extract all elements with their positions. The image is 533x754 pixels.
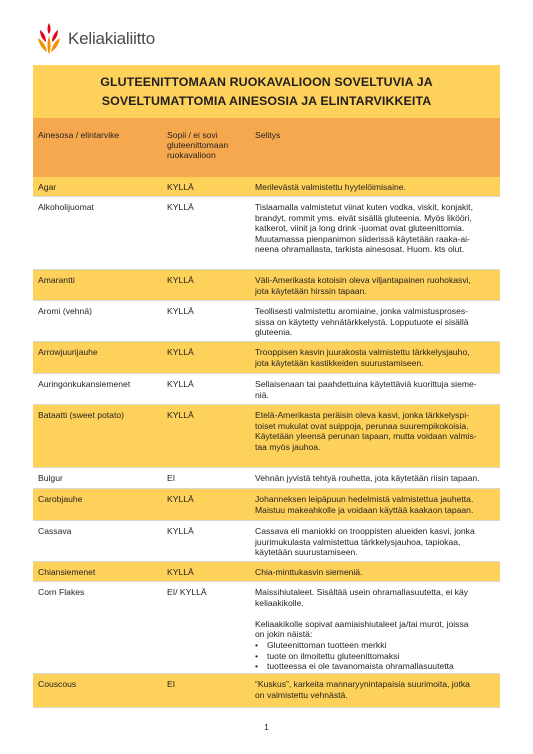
wheat-icon — [34, 22, 64, 56]
explanation-text — [255, 275, 495, 296]
ingredient-name: Agar — [38, 182, 57, 192]
explanation-line: keliaakikolle. — [255, 597, 304, 608]
explanation-text — [255, 526, 495, 558]
explanation-line: käytetään suurustamiseen. — [255, 547, 358, 558]
explanation-line: Vehnän jyvistä tehtyä rouhetta, jota käytetään riisin tapaan. — [255, 473, 480, 483]
explanation-line: Trooppisen kasvin juurakosta valmistettu tärkkelysjauho, — [255, 347, 470, 357]
explanation-line: gluteenia. — [255, 327, 293, 338]
bullet-list — [255, 640, 487, 672]
suitability-value: KYLLÄ — [167, 182, 194, 192]
suitability-value: KYLLÄ — [167, 306, 194, 316]
bullet-item: • tuote on ilmoitettu gluteenittomaksi — [255, 651, 487, 662]
ingredient-name: Cassava — [38, 526, 72, 536]
explanation-text — [255, 306, 495, 338]
explanation-line: on jokin näistä: — [255, 629, 313, 640]
table-row — [33, 405, 500, 468]
explanation-line: Merilevästä valmistettu hyytelöimisaine. — [255, 182, 406, 192]
table-row — [33, 374, 500, 405]
explanation-line: Maissihiutaleet. Sisältää usein ohramallasuutetta, ei käy — [255, 587, 469, 597]
suitability-value: KYLLÄ — [167, 410, 194, 420]
explanation-line: Chia-minttukasvin siemeniä. — [255, 567, 363, 577]
ingredient-name: Bataatti (sweet potato) — [38, 410, 124, 420]
suitability-value: KYLLÄ — [167, 567, 194, 577]
bullet-item: • tuotteessa ei ole tavanomaista ohramallasuutetta — [255, 661, 487, 672]
ingredient-name: Bulgur — [38, 473, 63, 483]
document-title — [33, 65, 500, 118]
ingredient-name: Corn Flakes — [38, 587, 85, 597]
table-row — [33, 468, 500, 489]
explanation-text — [255, 494, 495, 515]
ingredient-name: Aromi (vehnä) — [38, 306, 92, 316]
explanation-line: niä. — [255, 389, 269, 400]
suitability-value: KYLLÄ — [167, 494, 194, 504]
header-explanation: Selitys — [255, 130, 281, 140]
table-row — [33, 674, 500, 708]
explanation-line: Maistuu makeahkolle ja voidaan käyttää kaakaon tapaan. — [255, 504, 474, 515]
explanation-line: “Kuskus”, karkeita mannaryynintapaisia suurimoita, jotka — [255, 679, 470, 689]
explanation-line: sissa on käytetty vehnätärkkelystä. Lopputuote ei sisällä — [255, 316, 469, 327]
table-row — [33, 562, 500, 582]
header-suitability: Sopii / ei sovi gluteenittomaan ruokavalioon — [167, 130, 229, 160]
ingredient-table — [33, 177, 500, 708]
bullet-item: • Gluteenittoman tuotteen merkki — [255, 640, 487, 651]
logo — [34, 22, 155, 56]
ingredient-name: Auringonkukansiemenet — [38, 379, 131, 389]
suitability-value: EI — [167, 679, 176, 689]
suitability-value: KYLLÄ — [167, 347, 194, 357]
suitability-value: KYLLÄ — [167, 275, 194, 285]
explanation-line: Johanneksen leipäpuun hedelmistä valmistettua jauhetta. — [255, 494, 474, 504]
suitability-value: EI/ KYLLÄ — [167, 587, 207, 597]
explanation-text — [255, 182, 495, 193]
explanation-line: Cassava eli maniokki on trooppisten alueiden kasvi, jonka — [255, 526, 475, 536]
ingredient-name: Carobjauhe — [38, 494, 83, 504]
explanation-line: toiset mukulat ovat suippoja, perunaa suurempikokoisia. — [255, 420, 469, 431]
explanation-text — [255, 679, 495, 700]
explanation-line: Keliaakikolle sopivat aamiaishiutaleet ja/tai murot, joissa — [255, 618, 469, 629]
explanation-text — [255, 379, 495, 400]
ingredient-name: Amarantti — [38, 275, 75, 285]
explanation-line: on valmistettu vehnästä. — [255, 689, 348, 700]
explanation-line: neena ohramallasta, tarkista ainesosat. Huom. kts olut. — [255, 244, 465, 255]
suitability-value: KYLLÄ — [167, 202, 194, 212]
explanation-line: jota käytetään kastikkeiden suurustamiseen. — [255, 357, 424, 368]
table-row — [33, 582, 500, 674]
explanation-line: jota käytetään hirssin tapaan. — [255, 285, 367, 296]
ingredient-name: Arrowjuurijauhe — [38, 347, 98, 357]
title-line-2: SOVELTUMATTOMIA AINESOSIA JA ELINTARVIKKEITA — [101, 93, 432, 108]
explanation-line: Teollisesti valmistettu aromiaine, jonka valmistusproses- — [255, 306, 469, 316]
explanation-line: Väli-Amerikasta kotoisin oleva viljantapainen ruohokasvi, — [255, 275, 471, 285]
table-row — [33, 270, 500, 301]
explanation-line: Tislaamalla valmistetut viinat kuten vodka, viskit, konjakit, — [255, 202, 473, 212]
explanation-line: katkerot, viinit ja long drink -juomat ovat gluteenittomia. — [255, 223, 465, 234]
table-header — [33, 118, 500, 177]
ingredient-name: Chiansiemenet — [38, 567, 96, 577]
title-line-1: GLUTEENITTOMAAN RUOKAVALIOON SOVELTUVIA JA — [100, 74, 433, 89]
explanation-line: juurimukulasta valmistettua tärkkelysjauhoa, tapiokaa, — [255, 536, 461, 547]
explanation-text — [255, 202, 495, 255]
explanation-line: brandyt, rommit yms. eivät sisällä gluteenia. Myös likööri, — [255, 212, 472, 223]
explanation-line: Etelä-Amerikasta peräisin oleva kasvi, jonka tärkkelyspi- — [255, 410, 469, 420]
explanation-line: Käytetään yleensä perunan tapaan, mutta voidaan valmis- — [255, 431, 477, 442]
table-row — [33, 342, 500, 374]
explanation-text — [255, 410, 495, 452]
page-number: 1 — [264, 722, 269, 732]
table-row — [33, 177, 500, 197]
table-row — [33, 197, 500, 270]
logo-text: Keliakialiitto — [68, 29, 155, 48]
header-ingredient: Ainesosa / elintarvike — [38, 130, 120, 140]
ingredient-name: Couscous — [38, 679, 77, 689]
table-row — [33, 301, 500, 342]
explanation-text — [255, 473, 495, 484]
table-row — [33, 489, 500, 521]
suitability-value: KYLLÄ — [167, 379, 194, 389]
explanation-line — [255, 608, 487, 619]
explanation-line: Sellaisenaan tai paahdettuina käytettäviä kuorittuja sieme- — [255, 379, 477, 389]
explanation-text — [255, 347, 495, 368]
table-row — [33, 521, 500, 562]
ingredient-name: Alkoholijuomat — [38, 202, 94, 212]
suitability-value: EI — [167, 473, 176, 483]
explanation-line: taa myös jauhoa. — [255, 441, 321, 452]
suitability-value: KYLLÄ — [167, 526, 194, 536]
explanation-line: Muutamassa pienpanimon siiderissä käytetään raaka-ai- — [255, 233, 470, 244]
explanation-text — [255, 587, 495, 672]
explanation-text — [255, 567, 495, 578]
